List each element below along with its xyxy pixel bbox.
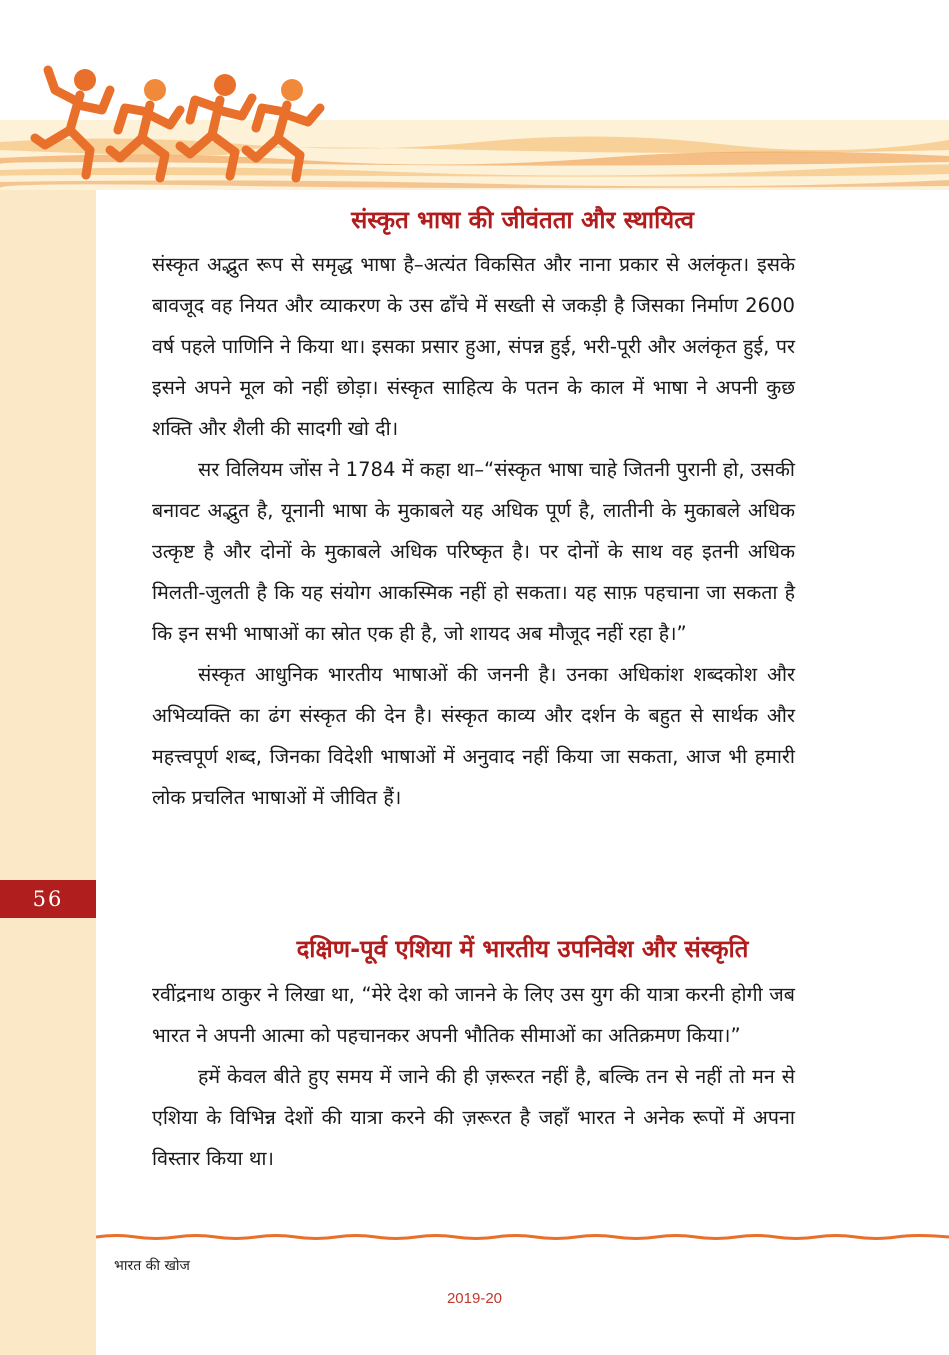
left-margin-strip [0, 140, 96, 1355]
paragraph: रवींद्रनाथ ठाकुर ने लिखा था, “मेरे देश को जानने के लिए उस युग की यात्रा करनी होगी जब भारत ने अपनी आत्मा को पहचानकर अपनी भौतिक सीमाओं का अतिक्रमण किया।” [152, 983, 795, 1047]
paragraph: हमें केवल बीते हुए समय में जाने की ही ज़रूरत नहीं है, बल्कि तन से नहीं तो मन से एशिया के विभिन्न देशों की यात्रा करने की ज़रूरत है जहाँ भारत ने अनेक रूपों में अपना विस्तार किया था। [152, 1065, 795, 1170]
running-figures-icon [30, 50, 330, 190]
edition-year: 2019-20 [446, 1290, 503, 1307]
paragraph: संस्कृत आधुनिक भारतीय भाषाओं की जननी है। उनका अधिकांश शब्दकोश और अभिव्यक्ति का ढंग संस्कृत की देन है। संस्कृत काव्य और दर्शन के बहुत से सार्थक और महत्त्वपूर्ण शब्द, जिनका विदेशी भाषाओं में अनुवाद नहीं किया जा सकता, आज भी हमारी लोक प्रचलित भाषाओं में जीवित हैं। [152, 663, 795, 809]
section-body-sanskrit [152, 244, 795, 818]
paragraph: सर विलियम जोंस ने 1784 में कहा था–“संस्कृत भाषा चाहे जितनी पुरानी हो, उसकी बनावट अद्भुत है, यूनानी भाषा के मुकाबले यह अधिक पूर्ण है, लातीनी के मुकाबले अधिक उत्कृष्ट है और दोनों के मुकाबले अधिक परिष्कृत है। पर दोनों के साथ वह इतनी अधिक मिलती-जुलती है कि यह संयोग आकस्मिक नहीं हो सकता। यह साफ़ पहचाना जा सकता है कि इन सभी भाषाओं का स्रोत एक ही है, जो शायद अब मौजूद नहीं रहा है।” [152, 458, 795, 645]
section-body-southeast-asia [152, 974, 795, 1179]
paragraph: संस्कृत अद्भुत रूप से समृद्ध भाषा है–अत्यंत विकसित और नाना प्रकार से अलंकृत। इसके बावजूद वह नियत और व्याकरण के उस ढाँचे में सख्ती से जकड़ी है जिसका निर्माण 2600 वर्ष पहले पाणिनि ने किया था। इसका प्रसार हुआ, संपन्न हुई, भरी-पूरी और अलंकृत हुई, पर इसने अपने मूल को नहीं छोड़ा। संस्कृत साहित्य के पतन के काल में भाषा ने अपनी कुछ शक्ति और शैली की सादगी खो दी। [152, 253, 795, 440]
section-heading-southeast-asia: दक्षिण-पूर्व एशिया में भारतीय उपनिवेश और संस्कृति [296, 935, 749, 963]
section-heading-sanskrit: संस्कृत भाषा की जीवंतता और स्थायित्व [351, 206, 694, 234]
page-number: 56 [0, 880, 96, 918]
footer-divider [96, 1232, 949, 1242]
book-title: भारत की खोज [114, 1258, 190, 1274]
